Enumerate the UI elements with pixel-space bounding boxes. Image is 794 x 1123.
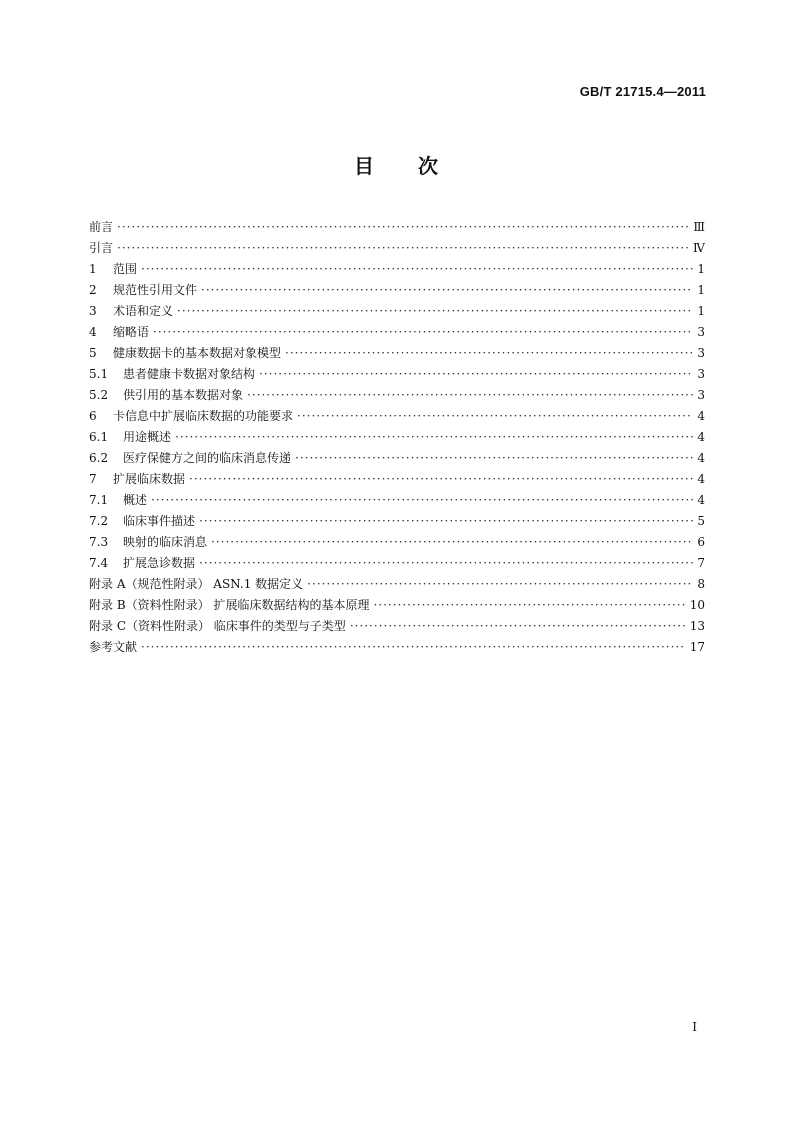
toc-entry-preface[interactable] [89, 217, 705, 238]
toc-entry-2[interactable] [89, 280, 705, 301]
toc-leader-dots [177, 301, 693, 322]
toc-entry-label: 扩展临床数据 [113, 472, 186, 486]
toc-leader-dots [247, 385, 693, 406]
toc-entry-label: 临床事件描述 [123, 514, 196, 528]
toc-entry-number: 5 [89, 346, 97, 360]
toc-entry-label: 附录 A（规范性附录） ASN.1 数据定义 [89, 577, 304, 591]
toc-entry-label: 前言 [89, 220, 114, 234]
toc-entry-label: 引言 [89, 241, 114, 255]
page-title [0, 150, 794, 179]
toc-leader-dots [307, 574, 693, 595]
toc-entry-page: Ⅲ [693, 220, 705, 234]
toc-entry-page: 3 [697, 325, 705, 339]
toc-entry-5-1[interactable] [89, 364, 705, 385]
toc-leader-dots [259, 364, 693, 385]
toc-entry-number: 7.3 [89, 535, 109, 549]
toc-entry-page: 7 [697, 556, 705, 570]
toc-entry-label: 扩展急诊数据 [123, 556, 196, 570]
toc-leader-dots [141, 259, 693, 280]
toc-leader-dots [201, 280, 693, 301]
toc-entry-label: 范围 [113, 262, 138, 276]
toc-entry-number: 1 [89, 262, 97, 276]
toc-leader-dots [373, 595, 685, 616]
toc-entry-label: 医疗保健方之间的临床消息传递 [123, 451, 292, 465]
toc-leader-dots [153, 322, 693, 343]
toc-entry-label: 概述 [123, 493, 148, 507]
toc-entry-7-4[interactable] [89, 553, 705, 574]
title-char-1: 目 [354, 154, 376, 178]
toc-entry-number: 2 [89, 283, 97, 297]
toc-leader-dots [175, 427, 693, 448]
toc-entry-1[interactable] [89, 259, 705, 280]
toc-entry-label: 附录 C（资料性附录） 临床事件的类型与子类型 [89, 619, 346, 633]
toc-entry-5[interactable] [89, 343, 705, 364]
toc-entry-page: 1 [697, 262, 705, 276]
toc-entry-annex-b[interactable] [89, 595, 705, 616]
toc-entry-3[interactable] [89, 301, 705, 322]
toc-entry-introduction[interactable] [89, 238, 705, 259]
toc-entry-number: 6 [89, 409, 97, 423]
toc-entry-4[interactable] [89, 322, 705, 343]
toc-entry-page: 4 [697, 472, 705, 486]
toc-entry-label: 卡信息中扩展临床数据的功能要求 [113, 409, 294, 423]
toc-entry-label: 患者健康卡数据对象结构 [123, 367, 256, 381]
toc-entry-page: 10 [689, 598, 705, 612]
toc-entry-page: 5 [697, 514, 705, 528]
toc-leader-dots [297, 406, 693, 427]
toc-leader-dots [350, 616, 686, 637]
toc-entry-page: 8 [697, 577, 705, 591]
toc-entry-6-1[interactable] [89, 427, 705, 448]
title-char-2: 次 [418, 154, 440, 178]
toc-entry-page: 3 [697, 346, 705, 360]
toc-entry-label: 供引用的基本数据对象 [123, 388, 244, 402]
toc-entry-page: Ⅳ [693, 241, 705, 255]
toc-entry-page: 4 [697, 430, 705, 444]
toc-entry-number: 4 [89, 325, 97, 339]
toc-entry-7[interactable] [89, 469, 705, 490]
toc-entry-number: 6.2 [89, 451, 109, 465]
toc-entry-label: 健康数据卡的基本数据对象模型 [113, 346, 282, 360]
toc-entry-number: 6.1 [89, 430, 109, 444]
standard-code: GB/T 21715.4—2011 [579, 84, 706, 99]
toc-leader-dots [199, 511, 693, 532]
toc-leader-dots [117, 217, 689, 238]
toc-entry-6-2[interactable] [89, 448, 705, 469]
toc-entry-number: 5.1 [89, 367, 109, 381]
toc-leader-dots [151, 490, 693, 511]
toc-entry-5-2[interactable] [89, 385, 705, 406]
toc-leader-dots [117, 238, 689, 259]
toc-entry-number: 7.2 [89, 514, 109, 528]
toc-leader-dots [141, 637, 686, 658]
toc-entry-label: 缩略语 [113, 325, 150, 339]
toc-entry-label: 附录 B（资料性附录） 扩展临床数据结构的基本原理 [89, 598, 370, 612]
toc-leader-dots [211, 532, 693, 553]
toc-entry-number: 5.2 [89, 388, 109, 402]
table-of-contents [89, 217, 705, 658]
toc-leader-dots [285, 343, 693, 364]
toc-entry-6[interactable] [89, 406, 705, 427]
toc-entry-page: 4 [697, 451, 705, 465]
toc-entry-label: 参考文献 [89, 640, 138, 654]
toc-entry-page: 1 [697, 304, 705, 318]
toc-entry-number: 3 [89, 304, 97, 318]
toc-entry-page: 3 [697, 367, 705, 381]
toc-entry-annex-a[interactable] [89, 574, 705, 595]
toc-leader-dots [199, 553, 693, 574]
toc-entry-label: 用途概述 [123, 430, 172, 444]
toc-entry-page: 3 [697, 388, 705, 402]
page-number: I [692, 1020, 697, 1034]
toc-entry-annex-c[interactable] [89, 616, 705, 637]
toc-entry-page: 4 [697, 493, 705, 507]
toc-entry-7-1[interactable] [89, 490, 705, 511]
toc-leader-dots [189, 469, 693, 490]
toc-entry-page: 13 [689, 619, 705, 633]
toc-entry-number: 7.4 [89, 556, 109, 570]
toc-entry-page: 17 [689, 640, 705, 654]
toc-entry-number: 7 [89, 472, 97, 486]
toc-entry-page: 6 [697, 535, 705, 549]
toc-entry-page: 1 [697, 283, 705, 297]
toc-entry-label: 规范性引用文件 [113, 283, 198, 297]
toc-entry-7-3[interactable] [89, 532, 705, 553]
toc-leader-dots [295, 448, 693, 469]
toc-entry-label: 映射的临床消息 [123, 535, 208, 549]
toc-entry-label: 术语和定义 [113, 304, 174, 318]
toc-entry-number: 7.1 [89, 493, 109, 507]
toc-entry-bibliography[interactable] [89, 637, 705, 658]
toc-entry-7-2[interactable] [89, 511, 705, 532]
toc-entry-page: 4 [697, 409, 705, 423]
